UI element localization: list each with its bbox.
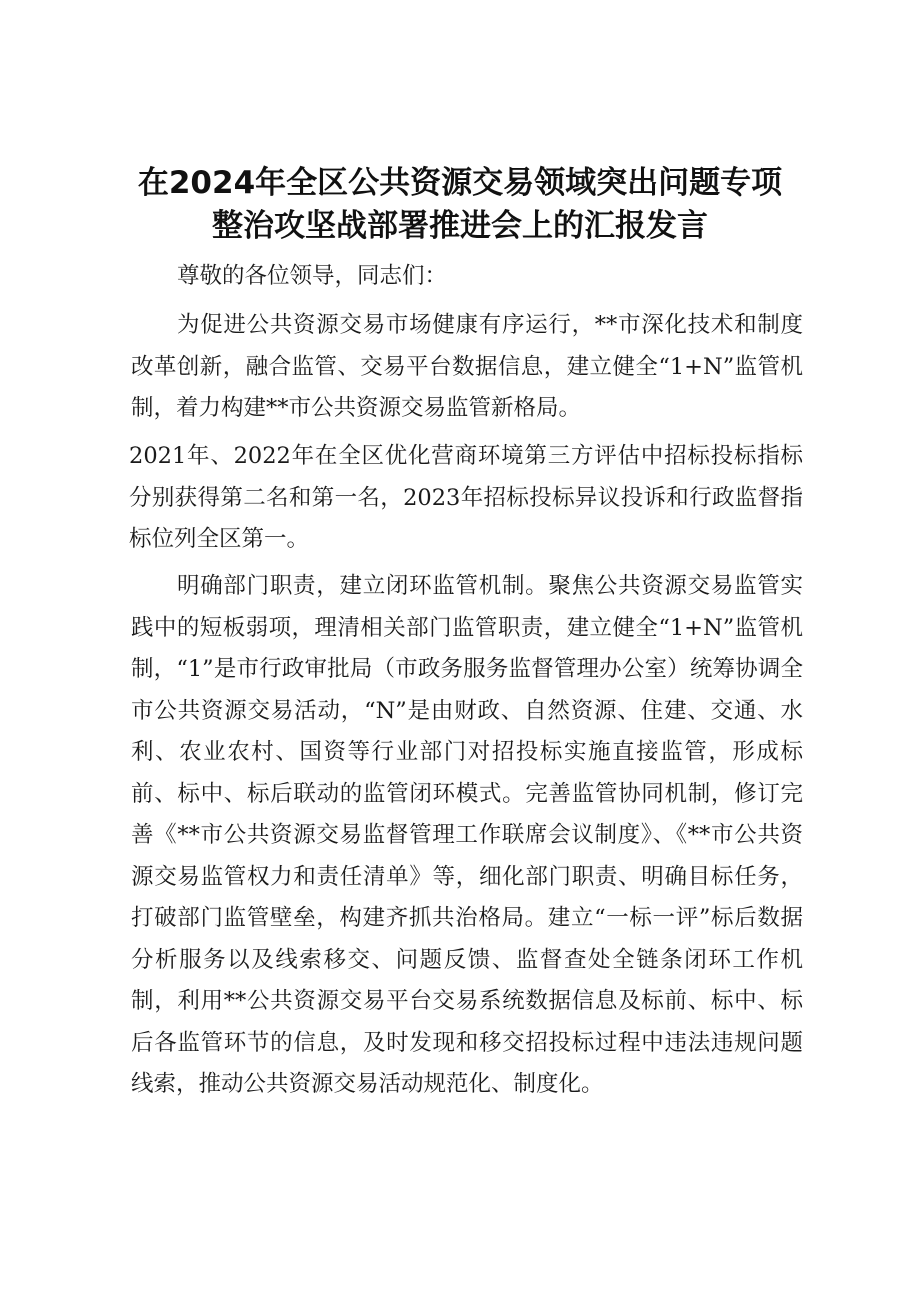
paragraph-rankings: 2021年、2022年在全区优化营商环境第三方评估中招标投标指标分别获得第二名和第一名，2023年招标投标异议投诉和行政监督指标位列全区第一。	[129, 443, 803, 552]
paragraph-intro: 为促进公共资源交易市场健康有序运行，**市深化技术和制度改革创新，融合监管、交易平台数据信息，建立健全“1+N”监管机制，着力构建**市公共资源交易监管新格局。	[131, 312, 803, 421]
paragraph-responsibilities: 明确部门职责，建立闭环监管机制。聚焦公共资源交易监管实践中的短板弱项，理清相关部门监管职责，建立健全“1+N”监管机制，“1”是市行政审批局（市政务服务监督管理办公室）统筹协调全市公共资源交易活动，“N”是由财政、自然资源、住建、交通、水利、农业农村、国资等行业部门对招投标实施直接监管，形成标前、标中、标后联动的监管闭环模式。完善监管协同机制，修订完善《**市公共资源交易监督管理工作联席会议制度》、《**市公共资源交易监管权力和责任清单》等，细化部门职责、明确目标任务，打破部门监管壁垒，构建齐抓共治格局。建立“一标一评”标后数据分析服务以及线索移交、问题反馈、监督查处全链条闭环工作机制，利用**公共资源交易平台交易系统数据信息及标前、标中、标后各监管环节的信息，及时发现和移交招投标过程中违法违规问题线索，推动公共资源交易活动规范化、制度化。	[131, 573, 803, 1097]
salutation: 尊敬的各位领导，同志们：	[177, 263, 448, 289]
document-title-line-1: 在2024年全区公共资源交易领域突出问题专项	[137, 165, 783, 201]
document-title-line-2: 整治攻坚战部署推进会上的汇报发言	[212, 208, 708, 244]
